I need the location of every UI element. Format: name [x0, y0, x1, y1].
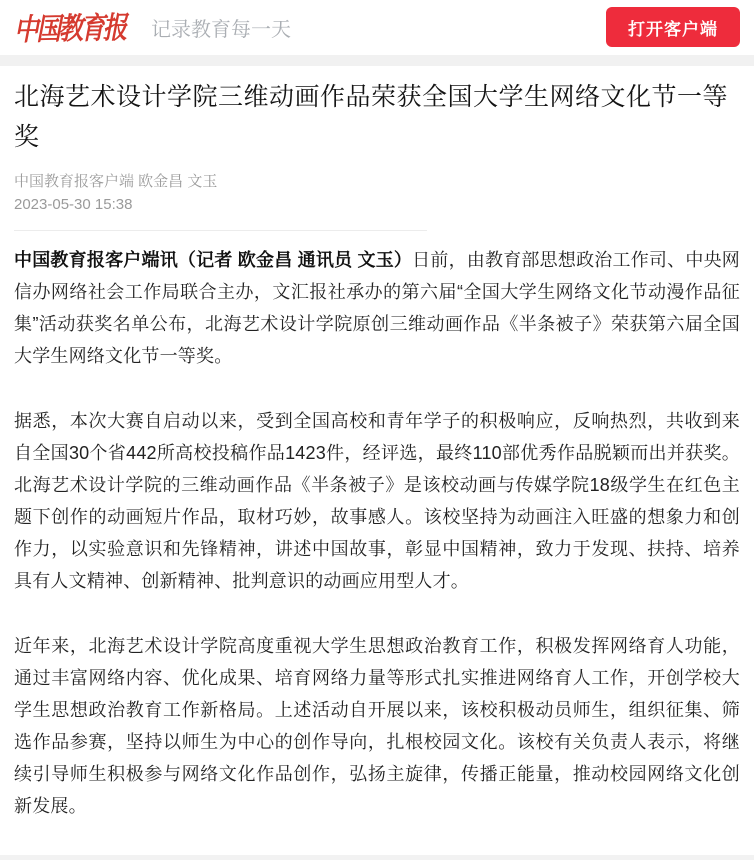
article-content: [0, 66, 754, 855]
article-byline: 中国教育报客户端 欧金昌 文玉: [14, 172, 218, 190]
paragraph-text: 日前，由教育部思想政治工作司、中央网信办网络社会工作局联合主办，文汇报社承办的第六届“全国大学生网络文化节动漫作品征集”活动获奖名单公布，北海艺术设计学院原创三维动画作品《半条被子》荣获第六届全国大学生网络文化节一等奖。: [14, 249, 740, 366]
article-body: [14, 231, 740, 822]
article-title: 北海艺术设计学院三维动画作品荣获全国大学生网络文化节一等奖: [14, 82, 729, 151]
article-datetime: 2023-05-30 15:38: [14, 195, 133, 213]
article-paragraph-2: 据悉，本次大赛自启动以来，受到全国高校和青年学子的积极响应，反响热烈，共收到来自全国30个省442所高校投稿作品1423件，经评选，最终110部优秀作品脱颖而出并获奖。北海艺术设计学院的三维动画作品《半条被子》是该校动画与传媒学院18级学生在红色主题下创作的动画短片作品，取材巧妙，故事感人。该校坚持为动画注入旺盛的想象力和创作力，以实验意识和先锋精神，讲述中国故事，彰显中国精神，致力于发现、扶持、培养具有人文精神、创新精神、批判意识的动画应用型人才。: [14, 410, 740, 591]
header-divider-strip: [0, 55, 754, 66]
article-paragraph-3: 近年来，北海艺术设计学院高度重视大学生思想政治教育工作，积极发挥网络育人功能，通过丰富网络内容、优化成果、培育网络力量等形式扎实推进网络育人工作，开创学校大学生思想政治教育工作新格局。上述活动自开展以来，该校积极动员师生，组织征集、筛选作品参赛，坚持以师生为中心的创作导向，扎根校园文化。该校有关负责人表示，将继续引导师生积极参与网络文化作品创作，弘扬主旋律，传播正能量，推动校园网络文化创新发展。: [14, 635, 740, 816]
china-education-daily-logo[interactable]: 中国教育报: [13, 11, 125, 49]
footer-strip: [0, 855, 754, 860]
open-client-button[interactable]: 打开客户端: [606, 7, 740, 47]
site-tagline: 记录教育每一天: [151, 18, 291, 41]
article-meta: [14, 170, 740, 216]
site-header: [0, 0, 754, 55]
article-paragraph-1: [14, 244, 740, 372]
paragraph-lead-bold: 中国教育报客户端讯（记者 欧金昌 通讯员 文玉）: [14, 249, 413, 270]
brand: [14, 5, 606, 49]
